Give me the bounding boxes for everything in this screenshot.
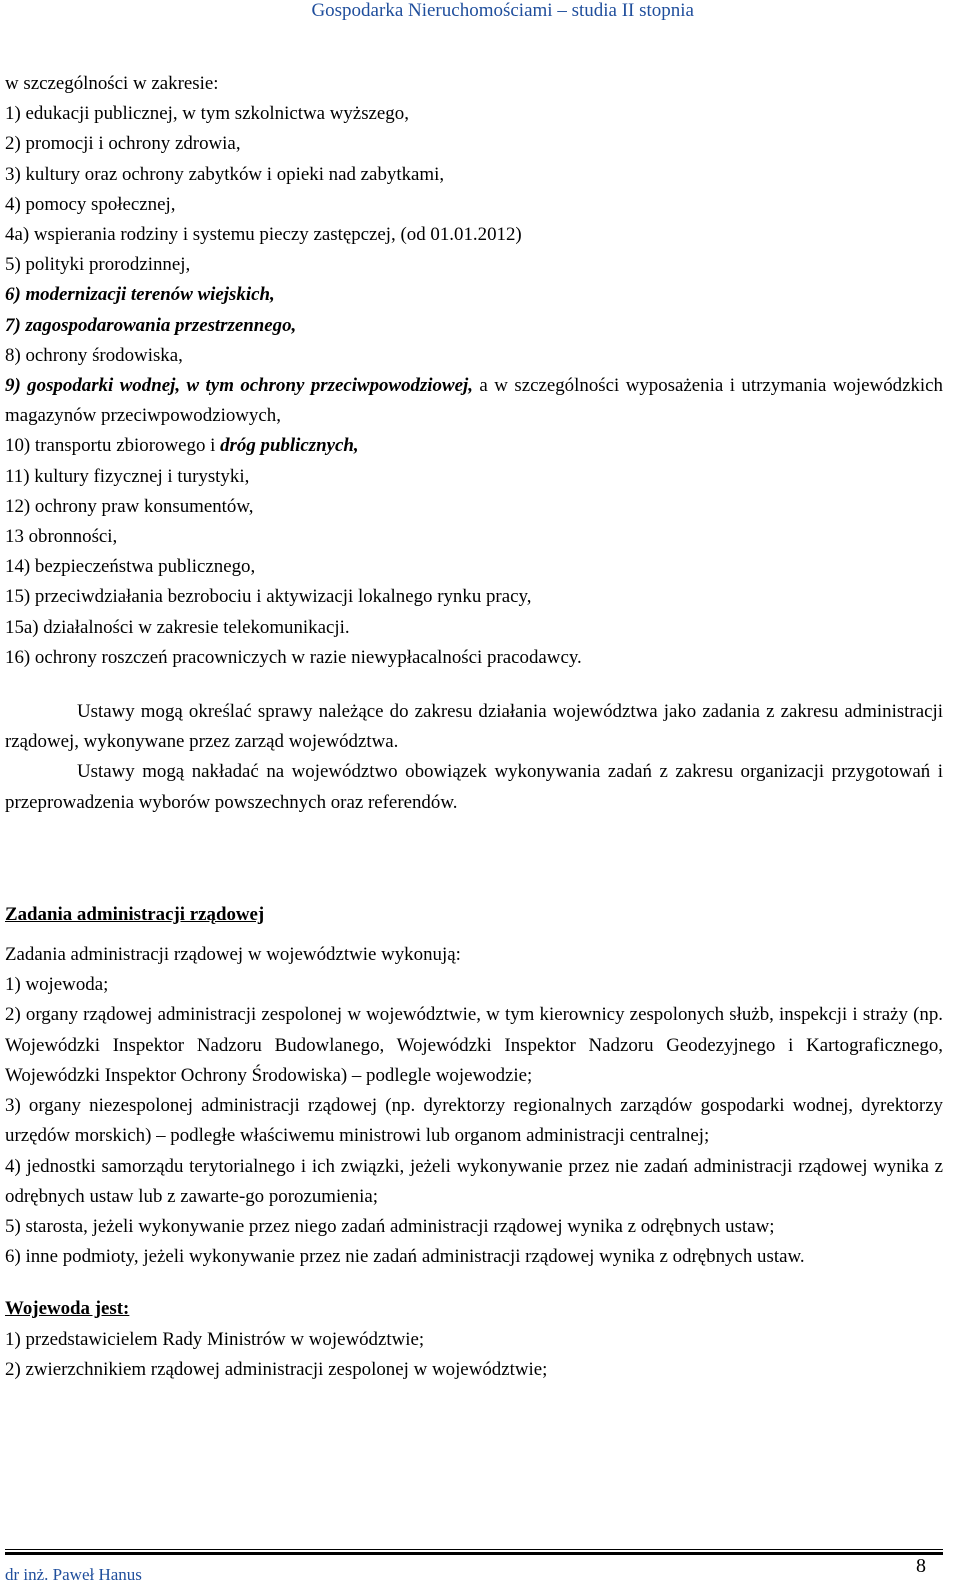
list-item: 11) kultury fizycznej i turystyki, — [5, 465, 250, 487]
paragraph: Ustawy mogą nakładać na województwo obowiązek wykonywania zadań z zakresu organizacji przygotowań i przeprowadzenia wyborów powszechnych oraz referendów. — [5, 761, 943, 813]
list-item: 4) pomocy społecznej, — [5, 193, 176, 215]
section-heading: Zadania administracji rządowej — [5, 903, 265, 925]
list-item-emphasis: dróg publicznych, — [220, 435, 359, 457]
list-item: 16) ochrony roszczeń pracowniczych w razie niewypłacalności pracodawcy. — [5, 646, 582, 668]
list-item: 2) promocji i ochrony zdrowia, — [5, 133, 241, 155]
section-heading: Wojewoda jest: — [5, 1298, 130, 1320]
list-item: 1) edukacji publicznej, w tym szkolnictwa wyższego, — [5, 103, 409, 125]
list-item: 12) ochrony praw konsumentów, — [5, 495, 254, 517]
list-item — [5, 371, 943, 431]
section-list-item: 3) organy niezespolonej administracji rządowej (np. dyrektorzy regionalnych zarządów gospodarki wodnej, dyrektorzy urzędów morskich) – podległe właściwemu ministrowi lub organom administracji centralnej; — [5, 1095, 943, 1147]
list-intro: w szczególności w zakresie: — [5, 73, 219, 94]
document-body — [5, 69, 943, 1385]
footer-rule — [5, 1549, 943, 1550]
list-item: 15) przeciwdziałania bezrobociu i aktywizacji lokalnego rynku pracy, — [5, 586, 532, 608]
list-item-text: a w szczególności wyposażenia i utrzymania wojewódzkich magazynów przeciwpowodziowych, — [5, 375, 943, 427]
list-item: 8) ochrony środowiska, — [5, 344, 183, 366]
list-item-text: 10) transportu zbiorowego i — [5, 435, 221, 457]
list-item — [5, 431, 943, 461]
footer-rule-thick — [5, 1552, 943, 1555]
section-list-item: 2) organy rządowej administracji zespolonej w województwie, w tym kierownicy zespolonych służb, inspekcji i straży (np. Wojewódzki Inspektor Nadzoru Budowlanego, Wojewódzki Inspektor Nadzoru Geodezyjnego i Kartograficznego, Wojewódzki Inspektor Ochrony Środowiska) – podlegle wojewodzie; — [5, 1004, 943, 1086]
list-item: 14) bezpieczeństwa publicznego, — [5, 556, 256, 578]
section-list-item: 5) starosta, jeżeli wykonywanie przez niego zadań administracji rządowej wynika z odrębnych ustaw; — [5, 1215, 775, 1237]
list-item: 13 obronności, — [5, 526, 118, 548]
footer-author: dr inż. Paweł Hanus — [5, 1565, 142, 1584]
paragraph: Ustawy mogą określać sprawy należące do zakresu działania województwa jako zadania z zakresu administracji rządowej, wykonywane przez zarząd województwa. — [5, 701, 943, 753]
list-item-emphasis: 9) gospodarki wodnej, w tym ochrony przeciwpowodziowej, — [5, 375, 473, 397]
list-item: 4a) wspierania rodziny i systemu pieczy zastępczej, (od 01.01.2012) — [5, 224, 522, 246]
section-intro: Zadania administracji rządowej w województwie wykonują: — [5, 944, 461, 966]
list-item: 3) kultury oraz ochrony zabytków i opieki nad zabytkami, — [5, 163, 445, 185]
running-header: Gospodarka Nieruchomościami – studia II stopnia — [311, 0, 694, 21]
section-list-item: 1) wojewoda; — [5, 974, 109, 996]
section-list-item: 2) zwierzchnikiem rządowej administracji zespolonej w województwie; — [5, 1358, 548, 1380]
section-list-item: 4) jednostki samorządu terytorialnego i ich związki, jeżeli wykonywanie przez nie zadań administracji rządowej wynika z odrębnych ustaw lub z zawarte-go porozumienia; — [5, 1155, 943, 1207]
section-list-item: 6) inne podmioty, jeżeli wykonywanie przez nie zadań administracji rządowej wynika z odrębnych ustaw. — [5, 1246, 805, 1268]
list-item-emphasized: 7) zagospodarowania przestrzennego, — [5, 314, 297, 336]
list-item: 5) polityki prorodzinnej, — [5, 254, 191, 276]
section-list-item: 1) przedstawicielem Rady Ministrów w województwie; — [5, 1328, 425, 1350]
list-item: 15a) działalności w zakresie telekomunikacji. — [5, 616, 350, 638]
page-number: 8 — [916, 1555, 926, 1577]
list-item-emphasized: 6) modernizacji terenów wiejskich, — [5, 284, 275, 306]
